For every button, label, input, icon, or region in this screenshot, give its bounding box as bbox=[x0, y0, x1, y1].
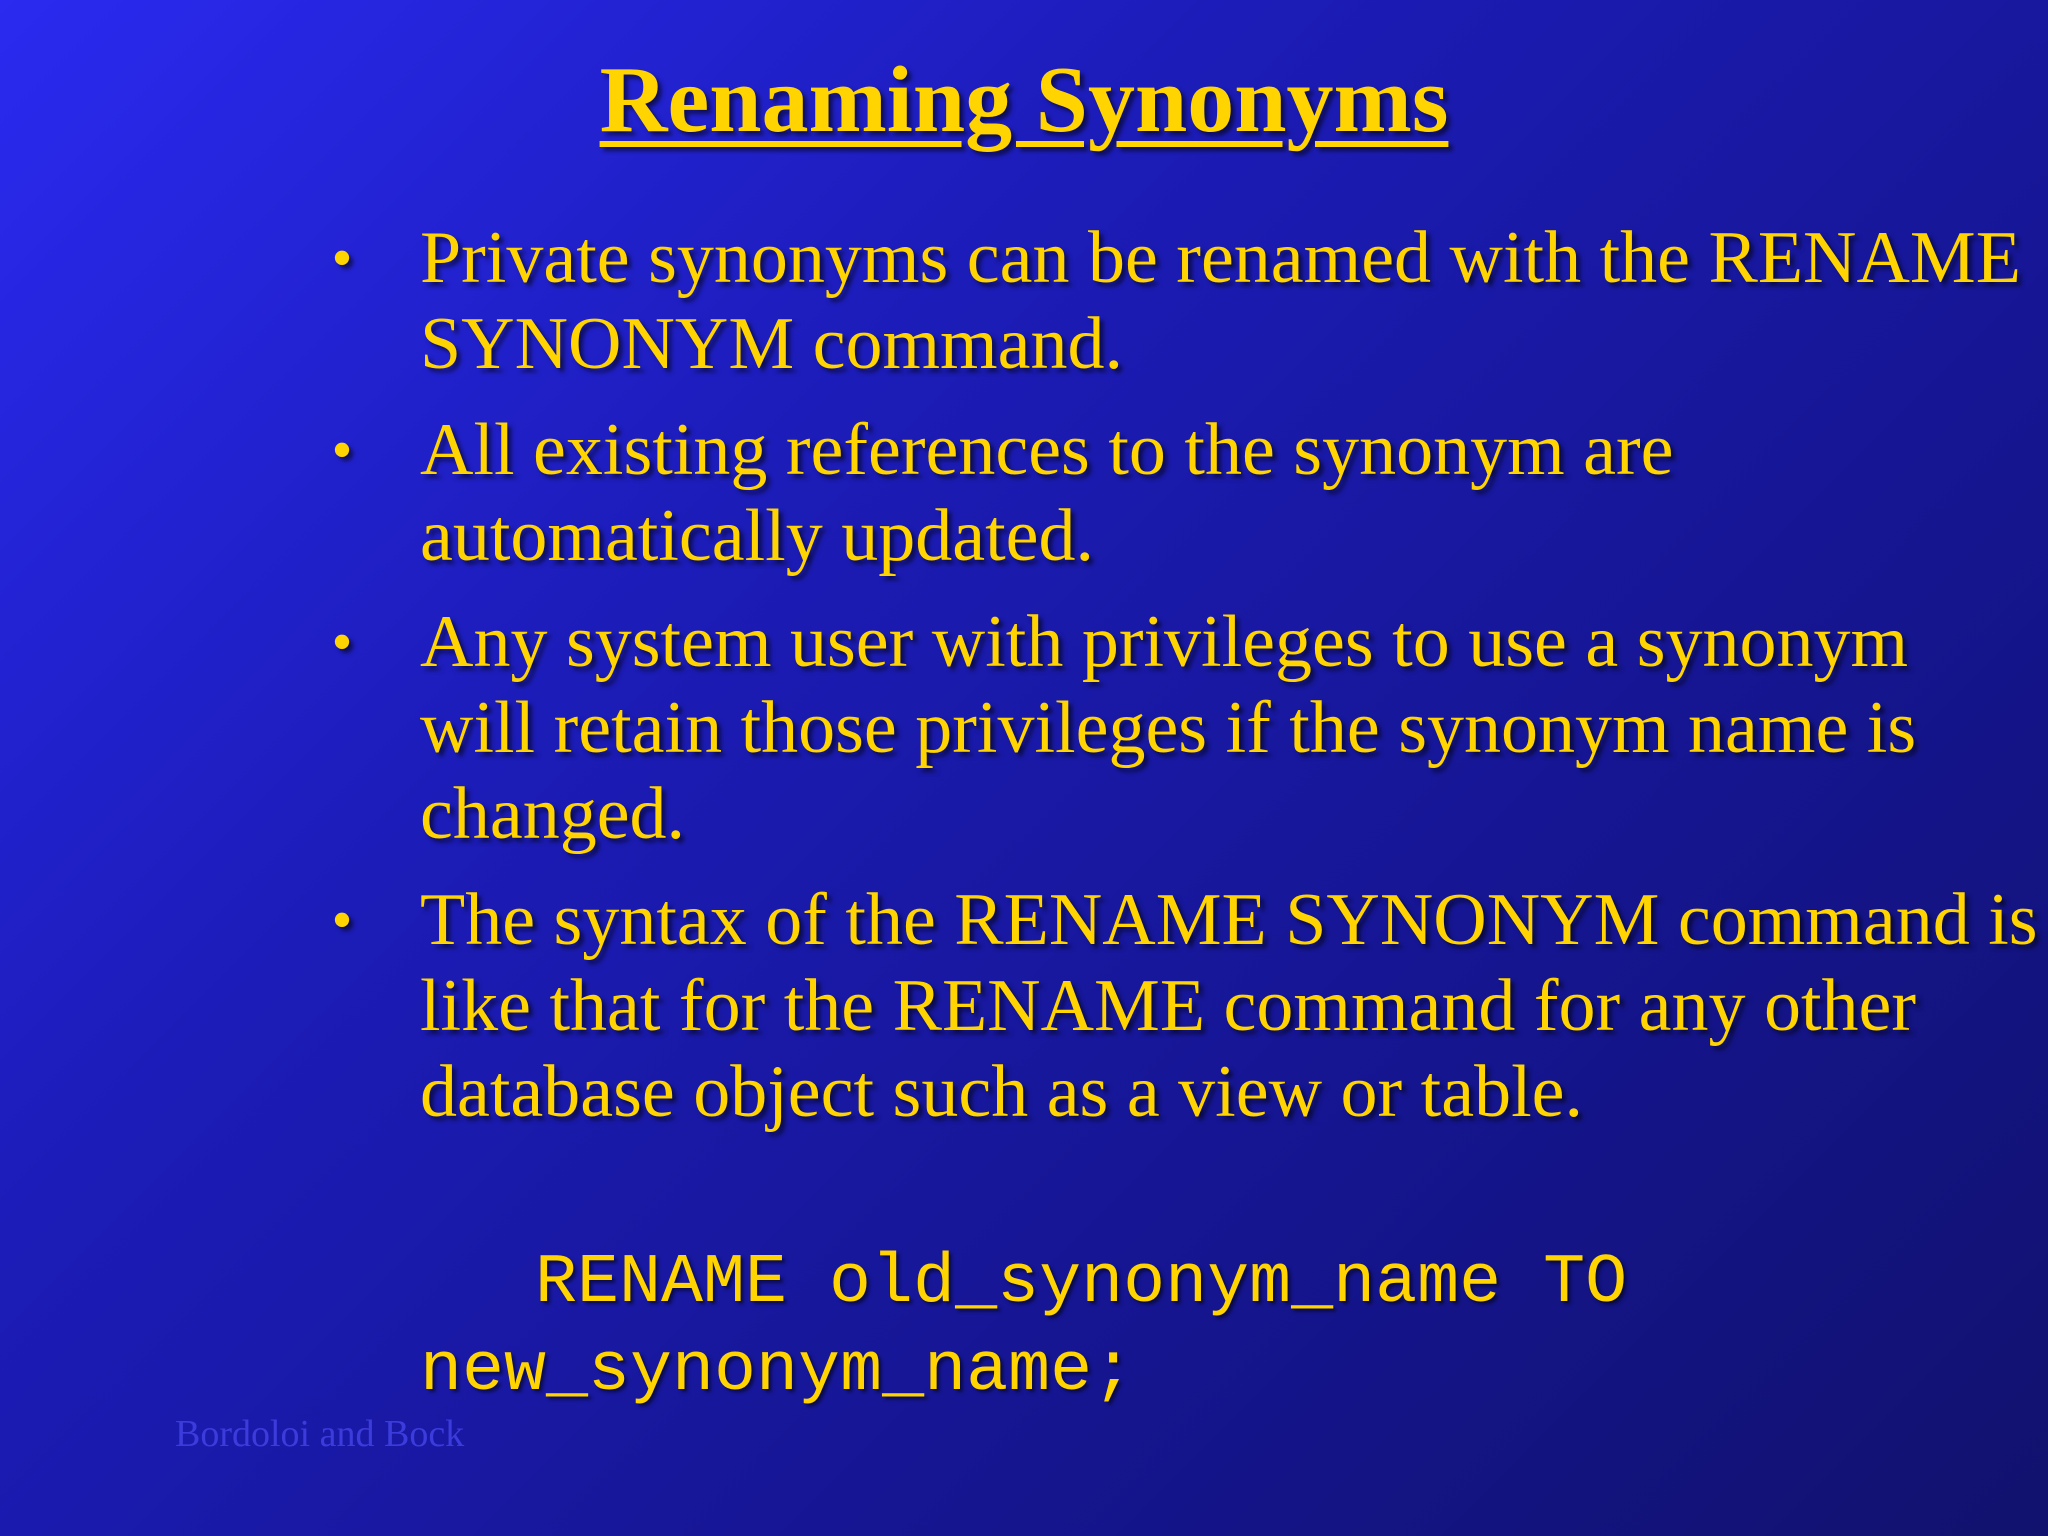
slide-title: Renaming Synonyms bbox=[599, 48, 1449, 152]
bullet-text: The syntax of the RENAME SYNONYM command is like that for the RENAME command for any other database object such as a view or table. bbox=[420, 879, 2038, 1133]
code-example: RENAME old_synonym_name TO new_synonym_name; bbox=[420, 1244, 1670, 1411]
bullet-text: Private synonyms can be renamed with the RENAME SYNONYM command. bbox=[420, 217, 2021, 385]
bullet-icon: • bbox=[331, 417, 353, 483]
bullet-item bbox=[320, 599, 2040, 857]
bullet-icon: • bbox=[331, 225, 353, 291]
bullet-icon: • bbox=[331, 887, 353, 953]
footer-author: Bordoloi and Bock bbox=[175, 1413, 465, 1455]
bullet-icon: • bbox=[331, 609, 353, 675]
bullet-list bbox=[320, 215, 2040, 1155]
bullet-item bbox=[320, 215, 2040, 387]
bullet-text: All existing references to the synonym are automatically updated. bbox=[420, 409, 1674, 577]
bullet-text: Any system user with privileges to use a synonym will retain those privileges if the synonym name is changed. bbox=[420, 601, 1917, 855]
bullet-item bbox=[320, 407, 2040, 579]
bullet-item bbox=[320, 877, 2040, 1135]
